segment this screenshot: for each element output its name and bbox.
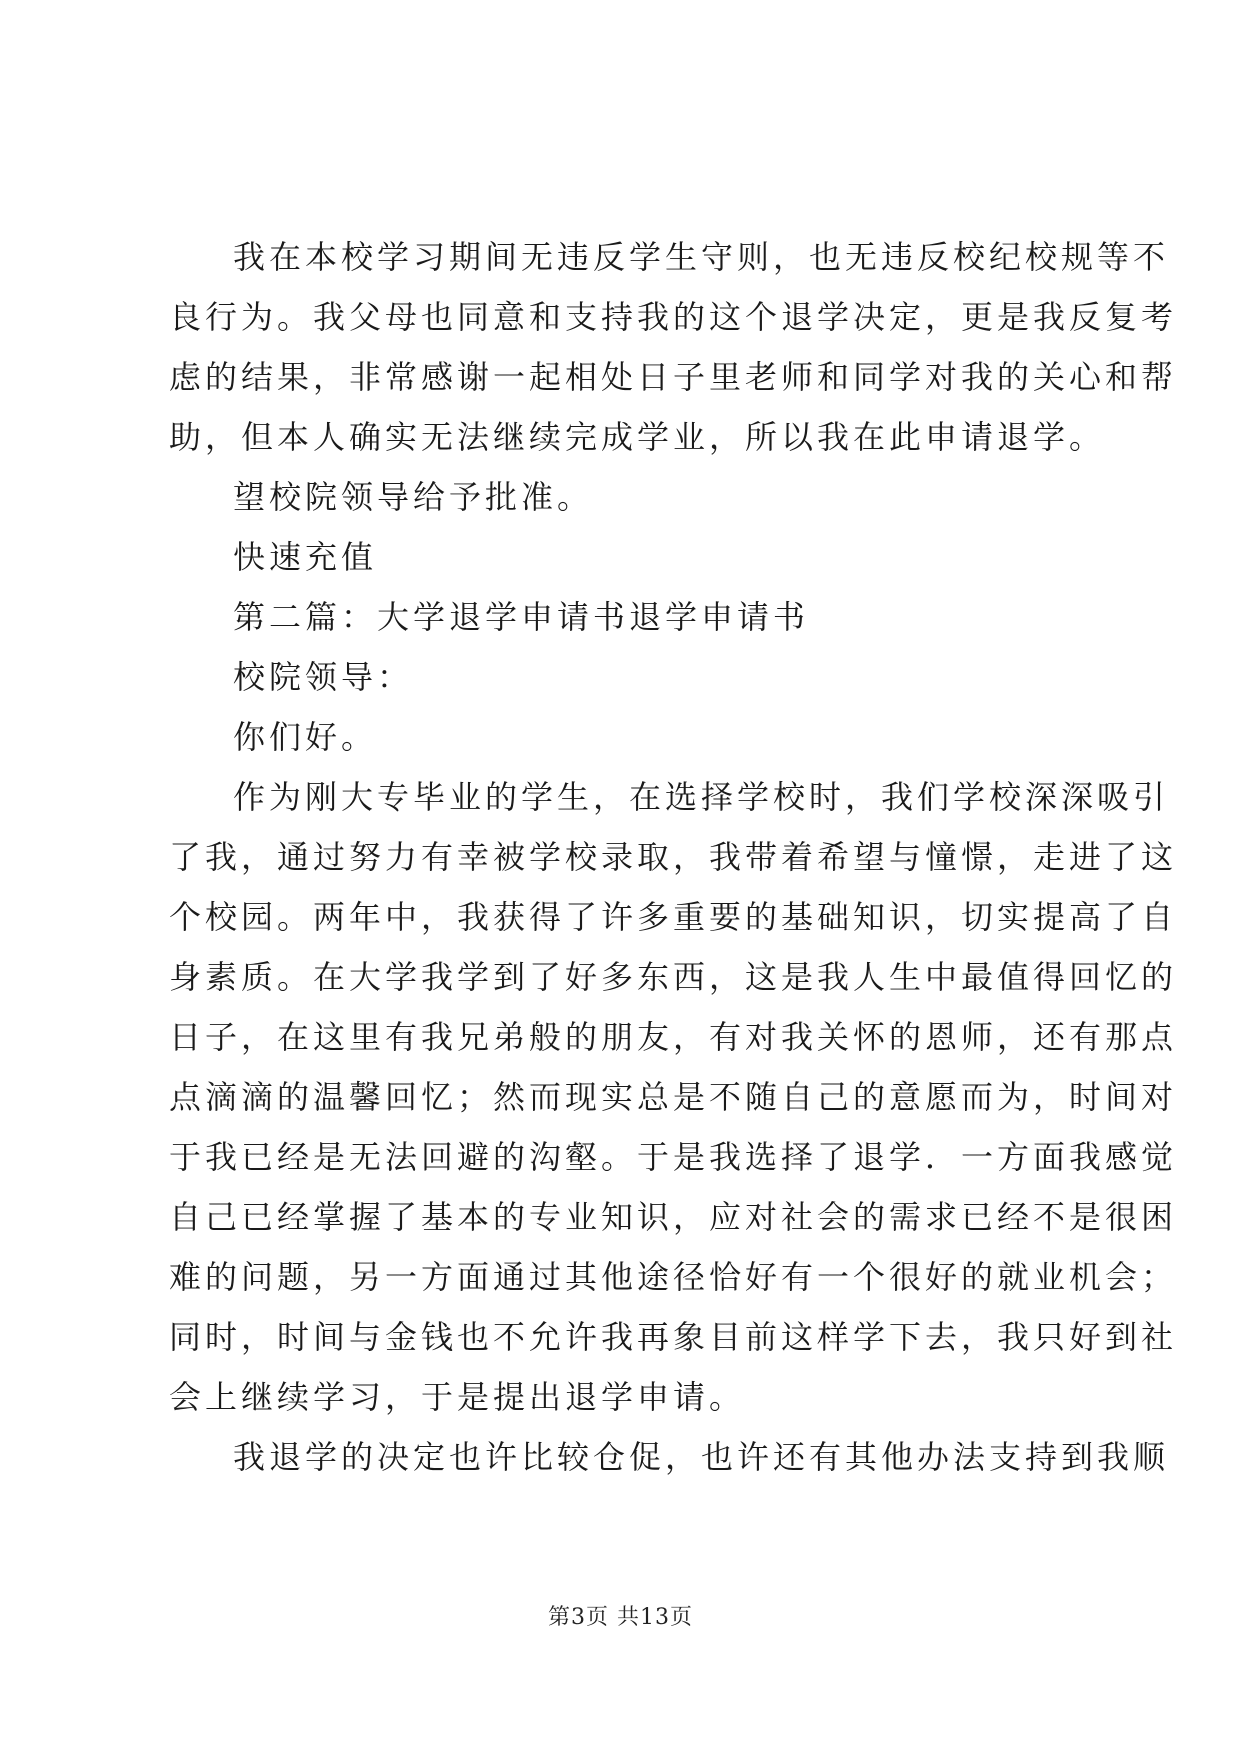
paragraph-line: 良行为。我父母也同意和支持我的这个退学决定，更是我反复考 xyxy=(169,298,1178,336)
page-number-footer: 第3页 共13页 xyxy=(548,1605,693,1630)
paragraph-line: 会上继续学习，于是提出退学申请。 xyxy=(169,1378,746,1416)
paragraph-line: 作为刚大专毕业的学生，在选择学校时，我们学校深深吸引 xyxy=(233,778,1170,816)
paragraph-line: 于我已经是无法回避的沟壑。于是我选择了退学．一方面我感觉 xyxy=(169,1138,1178,1176)
paragraph-line: 身素质。在大学我学到了好多东西，这是我人生中最值得回忆的 xyxy=(169,958,1178,996)
paragraph-line: 助，但本人确实无法继续完成学业，所以我在此申请退学。 xyxy=(169,418,1106,456)
section-heading: 第二篇：大学退学申请书退学申请书 xyxy=(233,598,810,636)
paragraph-line: 望校院领导给予批准。 xyxy=(233,478,594,516)
greeting: 你们好。 xyxy=(233,718,378,756)
paragraph-line: 难的问题，另一方面通过其他途径恰好有一个很好的就业机会； xyxy=(169,1258,1178,1296)
paragraph-line: 日子，在这里有我兄弟般的朋友，有对我关怀的恩师，还有那点 xyxy=(169,1018,1178,1056)
paragraph-line: 虑的结果，非常感谢一起相处日子里老师和同学对我的关心和帮 xyxy=(169,358,1178,396)
salutation: 校院领导： xyxy=(233,658,414,696)
paragraph-line: 同时，时间与金钱也不允许我再象目前这样学下去，我只好到社 xyxy=(169,1318,1178,1356)
paragraph-line: 我退学的决定也许比较仓促，也许还有其他办法支持到我顺 xyxy=(233,1438,1170,1476)
paragraph-line: 自己已经掌握了基本的专业知识，应对社会的需求已经不是很困 xyxy=(169,1198,1178,1236)
paragraph-line: 快速充值 xyxy=(233,538,378,576)
paragraph-line: 个校园。两年中，我获得了许多重要的基础知识，切实提高了自 xyxy=(169,898,1178,936)
document-body xyxy=(169,227,1209,1487)
paragraph-line: 了我，通过努力有幸被学校录取，我带着希望与憧憬，走进了这 xyxy=(169,838,1178,876)
paragraph-line: 点滴滴的温馨回忆；然而现实总是不随自己的意愿而为，时间对 xyxy=(169,1078,1178,1116)
paragraph-line: 我在本校学习期间无违反学生守则，也无违反校纪校规等不 xyxy=(233,238,1170,276)
